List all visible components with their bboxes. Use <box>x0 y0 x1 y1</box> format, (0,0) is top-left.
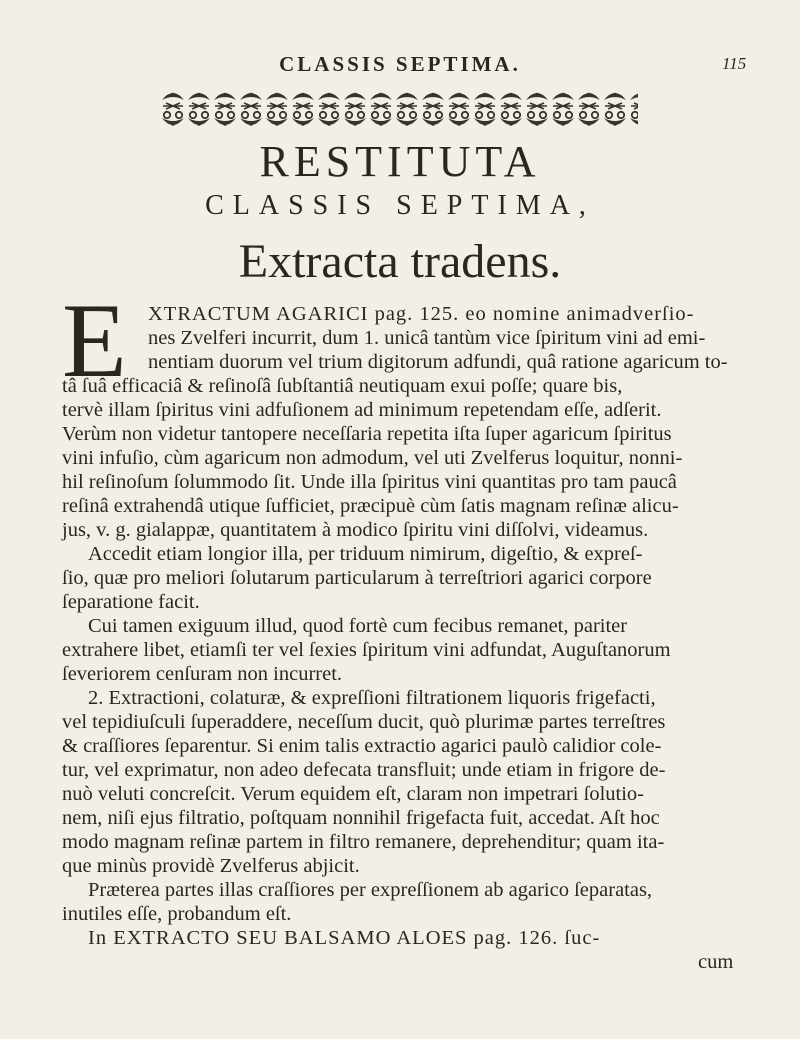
text-line: XTRACTUM AGARICI pag. 125. eo nomine animadverſio- <box>148 303 695 325</box>
text-line: modo magnam reſinæ partem in filtro remanere, deprehenditur; quam ita- <box>62 831 665 853</box>
text-line: vel tepidiuſculi ſuperaddere, neceſſum ducit, quò plurimæ partes terreſtres <box>62 711 666 733</box>
text-line: que minùs providè Zvelferus abjicit. <box>62 855 360 877</box>
text-line: 2. Extractioni, colaturæ, & expreſſioni filtrationem liquoris frigefacti, <box>88 687 656 709</box>
text-line: nes Zvelferi incurrit, dum 1. unicâ tantùm vice ſpiritum vini ad emi- <box>148 327 706 349</box>
drop-capital: E <box>62 298 127 390</box>
text-line: nuò veluti concreſcit. Verum equidem eſt, claram non impetrari ſolutio- <box>62 783 644 805</box>
text-line: ſeparatione facit. <box>62 591 200 613</box>
text-line: Verùm non videtur tantopere neceſſaria repetita iſta ſuper agaricum ſpiritus <box>62 423 672 445</box>
title-restituta: RESTITUTA <box>259 137 541 186</box>
decorative-ornament-band <box>160 86 638 132</box>
text-line: Præterea partes illas craſſiores per expreſſionem ab agarico ſeparatas, <box>88 879 653 901</box>
text-line: ſeveriorem cenſuram non incurret. <box>62 663 343 685</box>
text-line: jus, v. g. gialappæ, quantitatem à modico ſpiritu vini diſſolvi, videamus. <box>62 519 649 541</box>
text-line: vini infuſio, cùm agaricum non admodum, vel uti Zvelferus loquitur, nonni- <box>62 447 683 469</box>
text-line: inutiles eſſe, probandum eſt. <box>62 903 292 925</box>
text-line: hil reſinoſum ſolummodo ſit. Unde illa ſpiritus vini quantitas pro tam paucâ <box>62 471 677 493</box>
text-line: reſinâ extrahendâ utique ſufficiet, præcipuè cùm ſatis magnam reſinæ alicu- <box>62 495 679 517</box>
text-line: extrahere libet, etiamſi ter vel ſexies ſpiritum vini adfundat, Auguſtanorum <box>62 639 671 661</box>
text-line: In EXTRACTO SEU BALSAMO ALOES pag. 126. ſuc- <box>88 927 601 949</box>
text-line: tervè illam ſpiritus vini adfuſionem ad minimum repetendam eſſe, adſerit. <box>62 399 662 421</box>
text-line: nem, niſi ejus filtratio, poſtquam nonnihil frigefacta fuit, accedat. Aſt hoc <box>62 807 660 829</box>
catchword: cum <box>698 951 734 973</box>
title-extracta-tradens: Extracta tradens. <box>238 235 562 288</box>
text-line: Accedit etiam longior illa, per triduum nimirum, digeſtio, & expreſ- <box>88 543 643 565</box>
text-line: nentiam duorum vel trium digitorum adfundi, quâ ratione agaricum to- <box>148 351 728 373</box>
title-classis-septima: CLASSIS SEPTIMA, <box>205 190 595 221</box>
page-number: 115 <box>722 54 747 73</box>
text-line: ſio, quæ pro meliori ſolutarum particularum à terreſtriori agarici corpore <box>62 567 652 589</box>
text-line: Cui tamen exiguum illud, quod fortè cum fecibus remanet, pariter <box>88 615 628 637</box>
text-line: & craſſiores ſeparentur. Si enim talis extractio agarici paulò calidior cole- <box>62 735 662 757</box>
text-line: tur, vel exprimatur, non adeo defecata transfluit; unde etiam in frigore de- <box>62 759 666 781</box>
running-head: CLASSIS SEPTIMA. <box>279 52 521 76</box>
text-line: tâ ſuâ efficaciâ & reſinoſâ ſubſtantiâ neutiquam exui poſſe; quare bis, <box>62 375 623 397</box>
